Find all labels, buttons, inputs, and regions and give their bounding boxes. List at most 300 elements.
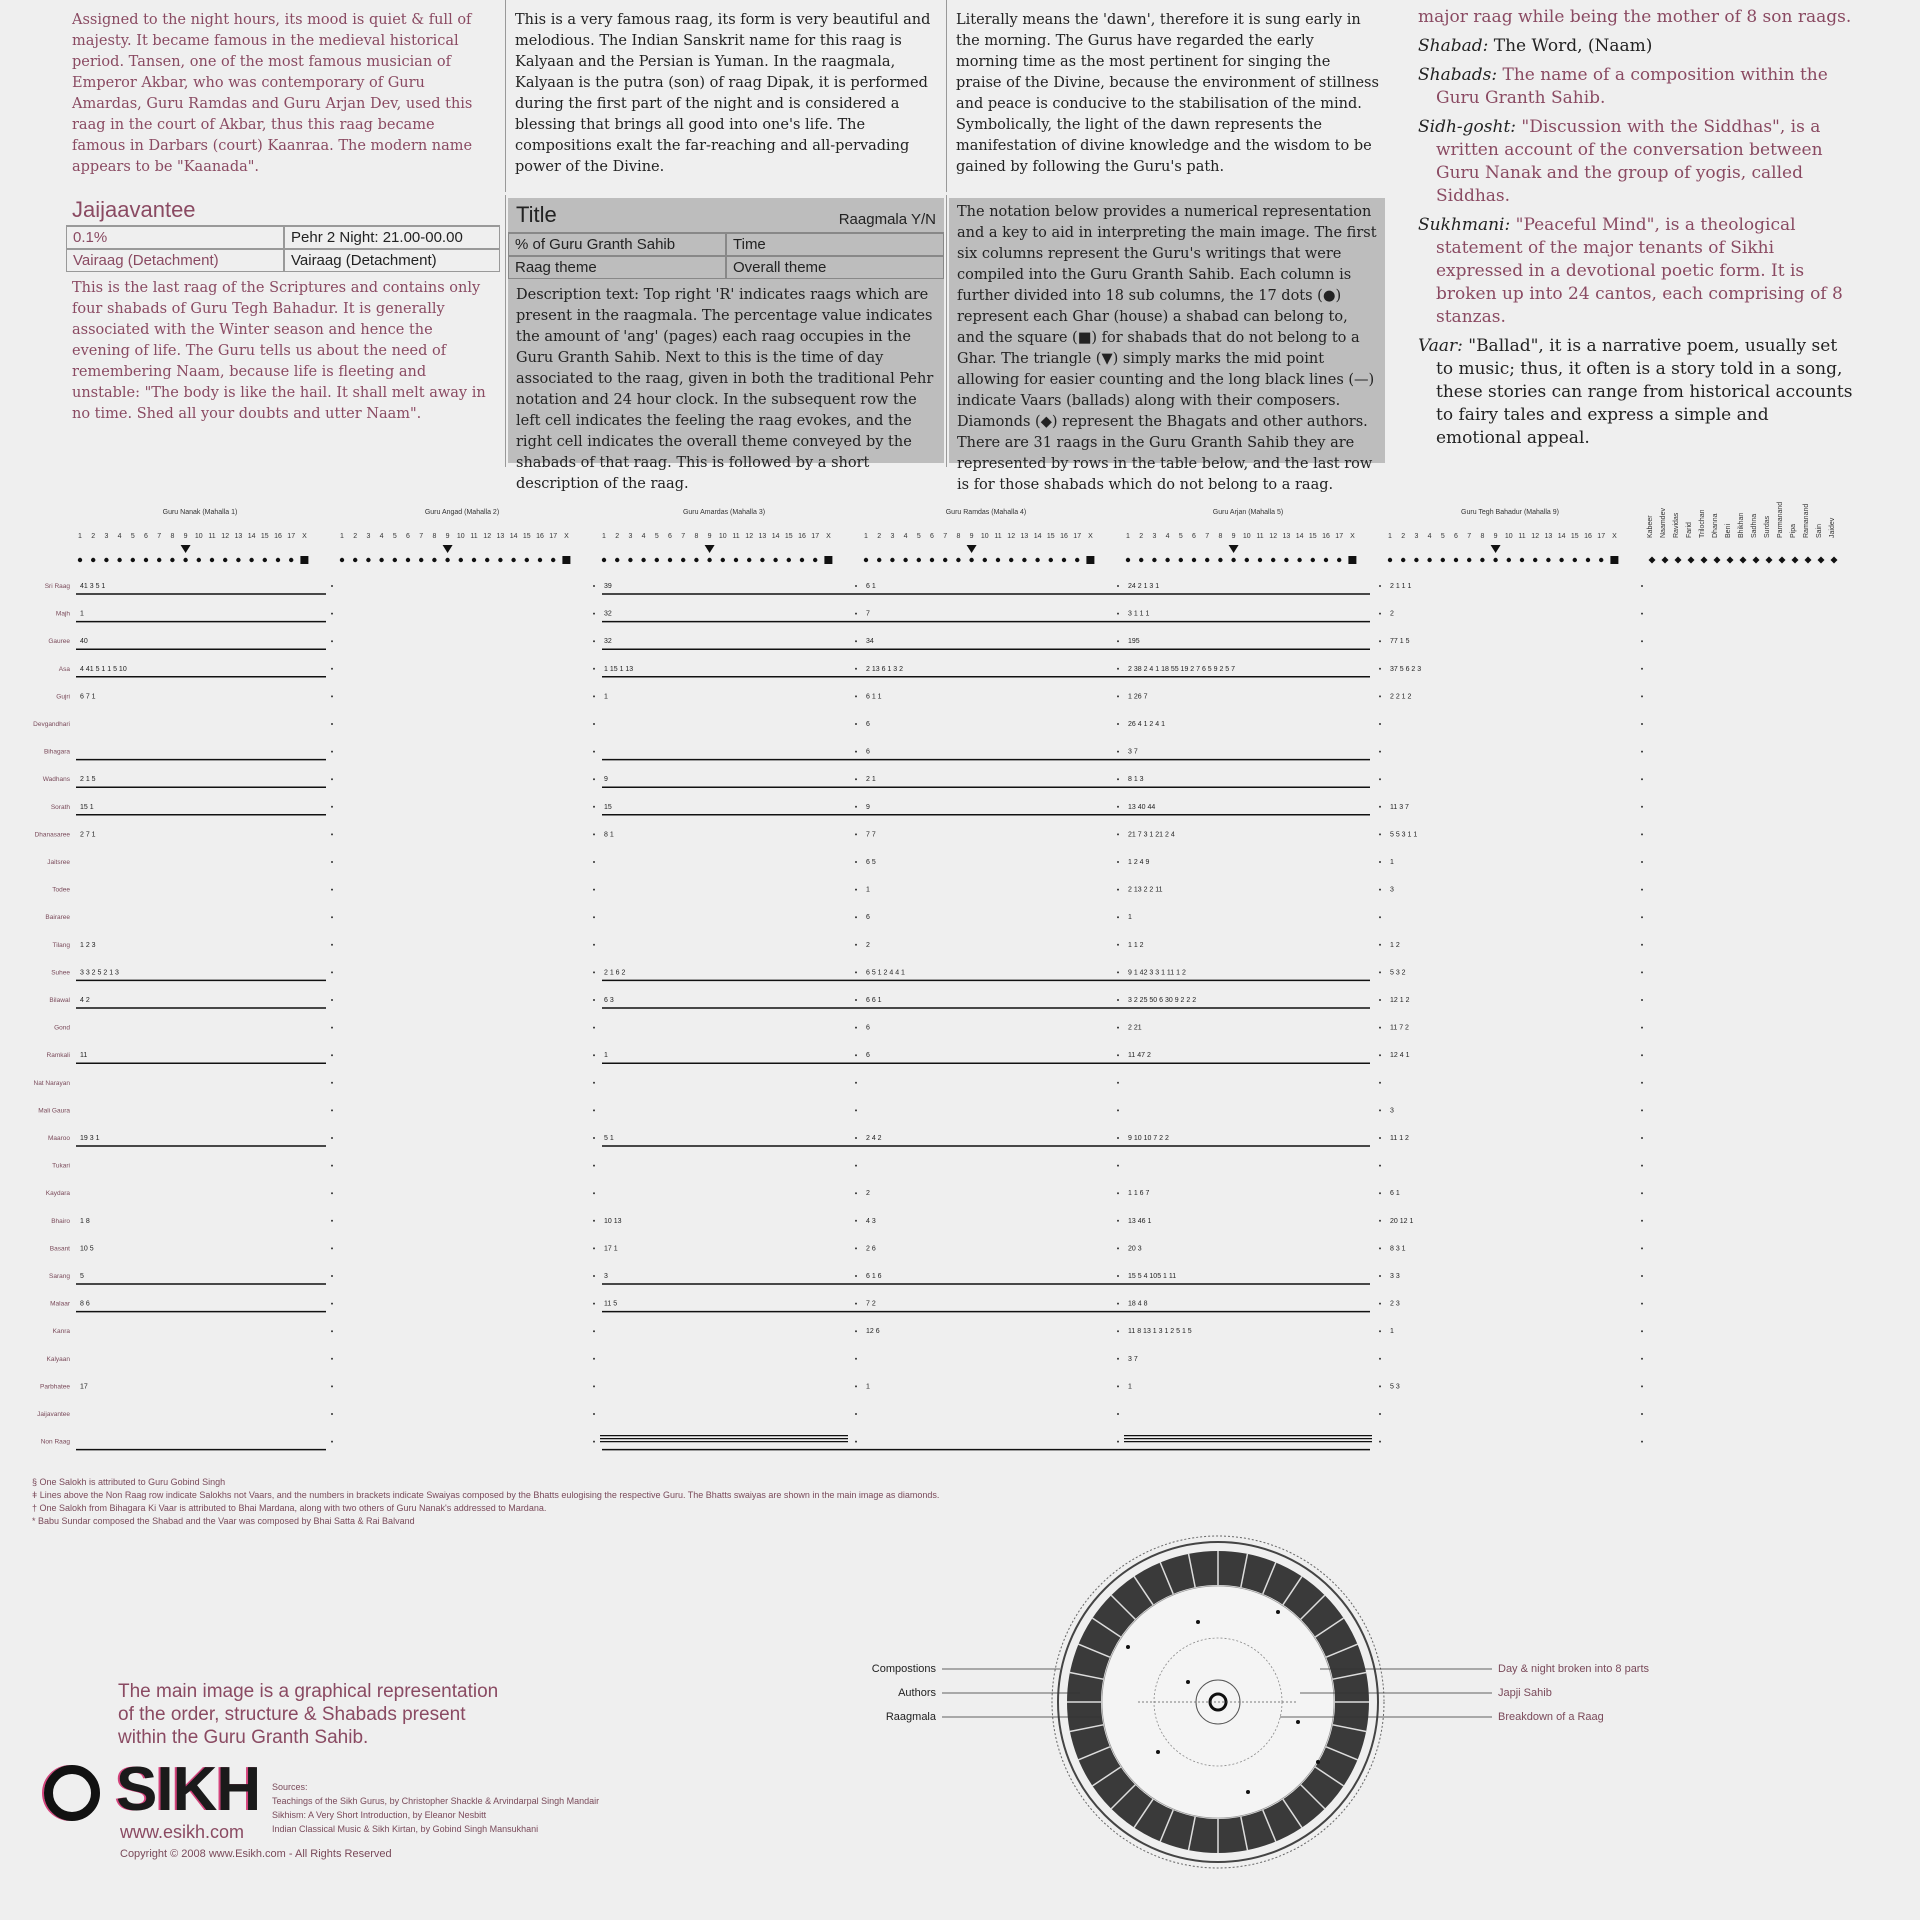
ghar-dot [525, 558, 529, 562]
ghar-dot [197, 558, 201, 562]
cell-values: 2 38 2 4 1 18 55 19 2 7 6 5 9 2 5 7 [1128, 665, 1236, 673]
separator-dot [331, 1027, 333, 1029]
ghar-dot [1179, 558, 1183, 562]
ghar-dot [538, 558, 542, 562]
raag-matrix [0, 490, 1920, 1490]
cell-values: 2 1 5 [80, 776, 96, 784]
separator-dot [1641, 751, 1643, 753]
cell-values: 3 [604, 1273, 608, 1280]
separator-dot [331, 861, 333, 863]
separator-dot [1641, 1165, 1643, 1167]
prabhati-text: Literally means the 'dawn', therefore it is sung early in the morning. The Gurus have regarded the early morning time as the most pertinent for singing the praise of the Divine, because the environment of stillness and peace is conducive to the stabilisation of the mind. Symbolically, the light of the dawn represents the manifestation of divine knowledge and the wisdom to be gained by following the Guru's path. [956, 12, 1379, 175]
separator-dot [1379, 833, 1381, 835]
raag-label: Gauree [48, 638, 70, 646]
ghar-dot [131, 558, 135, 562]
separator-dot [855, 1441, 857, 1443]
cell-values: 9 [866, 803, 870, 811]
cell-values: 13 40 44 [1128, 803, 1156, 811]
cell-values: 9 1 42 3 3 1 11 1 2 [1128, 969, 1186, 977]
feeling-cell: Vairaag (Detachment) [66, 249, 284, 272]
ghar-dot [956, 558, 960, 562]
key-raagmala: Raagmala Y/N [838, 211, 936, 228]
subcol-label: 7 [681, 533, 686, 540]
separator-dot [593, 1027, 595, 1029]
ghar-dot [800, 558, 804, 562]
ghar-dot [1165, 558, 1169, 562]
cell-values: 19 3 1 [80, 1135, 100, 1142]
midpoint-triangle [967, 545, 977, 553]
cell-values: 17 1 [604, 1245, 618, 1253]
separator-dot [855, 695, 857, 697]
separator-dot [1117, 1109, 1119, 1111]
separator-dot [1117, 751, 1119, 753]
kanra-text: Assigned to the night hours, its mood is quiet & full of majesty. It became famous in the medieval historical period. Tansen, one of the most famous musician of Emperor Akbar, who was contemporary of Guru Amardas, Guru Ramdas and Guru Arjan Dev, used this raag in the court of Akbar, thus this raag became famous in Darbars (court) Kaanraa. The modern name appears to be "Kaanada". [72, 12, 473, 175]
cell-values: 2 1 1 1 [1390, 583, 1412, 590]
source-1: Teachings of the Sikh Gurus, by Christopher Shackle & Arvindarpal Singh Mandair [272, 1796, 600, 1806]
subcol-label: 10 [718, 533, 727, 540]
ghar-dot [1414, 558, 1418, 562]
glossary-entry [1418, 64, 1858, 110]
no-ghar-square [562, 556, 570, 564]
cell-values: 5 3 2 [1390, 969, 1406, 977]
ghar-dot [1245, 558, 1249, 562]
separator-dot [855, 1330, 857, 1332]
separator-dot [593, 585, 595, 587]
cell-values: 21 7 3 1 21 2 4 [1128, 831, 1175, 839]
cell-values: 8 6 [80, 1300, 90, 1308]
ghar-dot [602, 558, 606, 562]
separator-dot [1379, 1275, 1381, 1277]
ghar-dot [340, 558, 344, 562]
cell-values: 11 7 2 [1390, 1024, 1409, 1032]
footnote: ǂ Lines above the Non Raag row indicate Salokhs not Vaars, and the numbers in brackets indicate Swaiyas composed by the Bhatts eulogising the respective Guru. The Bhatts swaiyas are shown in the main image as diamonds. [32, 1490, 940, 1500]
separator-dot [1117, 999, 1119, 1001]
separator-dot [1641, 806, 1643, 808]
separator-dot [593, 1137, 595, 1139]
bhagat-label: Sadhna [1751, 513, 1758, 538]
ghar-dot [1520, 558, 1524, 562]
separator-dot [1379, 1247, 1381, 1249]
subcol-label: 17 [811, 533, 820, 540]
raag-label: Sri Raag [44, 583, 70, 590]
separator-dot [1117, 833, 1119, 835]
subcol-label: 7 [157, 533, 162, 540]
glossary-term: Shabad: [1418, 36, 1494, 56]
glossary-term: Vaar: [1418, 336, 1469, 356]
separator-dot [1379, 1413, 1381, 1415]
cell-values: 41 3 5 1 [80, 583, 106, 590]
separator-dot [593, 916, 595, 918]
key-percent: % of Guru Granth Sahib [508, 233, 726, 256]
ghar-dot [996, 558, 1000, 562]
raag-label: Bihagara [43, 748, 70, 756]
separator-dot [1641, 971, 1643, 973]
cell-values: 2 3 [1390, 1300, 1400, 1308]
separator-dot [1117, 1358, 1119, 1360]
cell-values: 11 [80, 1052, 88, 1060]
cell-values: 1 [604, 1052, 608, 1060]
subcol-label: 13 [1020, 533, 1029, 540]
separator-dot [1117, 1027, 1119, 1029]
separator-dot [1641, 889, 1643, 891]
cell-values: 6 3 [604, 997, 614, 1004]
raag-label: Gond [54, 1024, 70, 1032]
cell-values: 6 1 1 [866, 693, 882, 701]
legend-label-right: Japji Sahib [1498, 1687, 1552, 1699]
ghar-dot [1271, 558, 1275, 562]
subcol-label: 17 [287, 533, 296, 540]
separator-dot [593, 613, 595, 615]
separator-dot [1379, 1027, 1381, 1029]
cell-values: 1 2 [1390, 941, 1400, 949]
bhagat-diamond [1662, 557, 1669, 564]
separator-dot [1117, 1413, 1119, 1415]
separator-dot [331, 971, 333, 973]
cell-values: 20 3 [1128, 1245, 1142, 1253]
separator-dot [593, 1082, 595, 1084]
raag-label: Kaydara [45, 1190, 70, 1198]
separator-dot [331, 1330, 333, 1332]
subcol-label: 4 [1165, 533, 1170, 540]
subcol-label: 15 [1308, 533, 1317, 540]
cell-values: 1 [866, 1383, 870, 1391]
cell-values: 17 [80, 1383, 88, 1391]
subcol-label: 16 [798, 533, 806, 540]
guru-header: Guru Nanak (Mahalla 1) [162, 509, 238, 516]
ghar-dot [694, 558, 698, 562]
separator-dot [1641, 833, 1643, 835]
ghar-dot [289, 558, 293, 562]
bhagat-label: Trilochan [1699, 509, 1706, 538]
source-3: Indian Classical Music & Sikh Kirtan, by Gobind Singh Mansukhani [272, 1824, 539, 1834]
no-ghar-square [1086, 556, 1094, 564]
cell-values: 1 26 7 [1128, 693, 1148, 701]
divider [946, 195, 947, 467]
separator-dot [1641, 861, 1643, 863]
cell-values: 32 [604, 638, 612, 646]
cell-values: 1 [1128, 914, 1132, 922]
subcol-label: 14 [1295, 533, 1304, 540]
ghar-dot [1192, 558, 1196, 562]
glossary-term: Shabads: [1418, 65, 1503, 85]
ghar-dot [1324, 558, 1328, 562]
cell-values: 10 5 [80, 1245, 94, 1253]
glossary [1418, 6, 1858, 456]
divider [505, 0, 506, 192]
ghar-dot [393, 558, 397, 562]
guru-header: Guru Arjan (Mahalla 5) [1212, 509, 1284, 516]
separator-dot [1379, 1303, 1381, 1305]
raag-label: Devgandhari [33, 721, 70, 728]
shabad-dot [1156, 1750, 1160, 1754]
ghar-dot [511, 558, 515, 562]
separator-dot [1117, 806, 1119, 808]
subcol-label: 17 [1335, 533, 1344, 540]
raag-label: Sorath [50, 803, 70, 811]
cell-values: 6 1 [1390, 1190, 1400, 1198]
bhagat-diamond [1675, 557, 1682, 564]
ghar-dot [1337, 558, 1341, 562]
separator-dot [1379, 778, 1381, 780]
percent-cell: 0.1% [66, 226, 284, 249]
separator-dot [593, 1385, 595, 1387]
raag-label: Bairaree [45, 914, 70, 922]
separator-dot [1641, 1413, 1643, 1415]
raag-label: Nat Narayan [33, 1079, 70, 1087]
sources-label: Sources: [272, 1782, 308, 1792]
separator-dot [593, 861, 595, 863]
separator-dot [1641, 778, 1643, 780]
subcol-label: 4 [641, 533, 646, 540]
ghar-dot [210, 558, 214, 562]
separator-dot [1641, 1441, 1643, 1443]
key-time: Time [726, 233, 944, 256]
cell-values: 40 [80, 638, 88, 646]
guru-header: Guru Angad (Mahalla 2) [424, 509, 500, 516]
separator-dot [331, 640, 333, 642]
glossary-def: The Word, (Naam) [1493, 36, 1653, 56]
separator-dot [1641, 1303, 1643, 1305]
separator-dot [1379, 751, 1381, 753]
separator-dot [1379, 806, 1381, 808]
website-link[interactable]: www.esikh.com [120, 1822, 245, 1842]
ghar-dot [655, 558, 659, 562]
subcol-label: 14 [1033, 533, 1042, 540]
separator-dot [1379, 861, 1381, 863]
raag-label: Jaitsree [47, 859, 70, 866]
ghar-dot [1049, 558, 1053, 562]
cell-values: 9 10 10 7 2 2 [1128, 1135, 1169, 1142]
ghar-dot [1388, 558, 1392, 562]
subcol-label: 13 [758, 533, 767, 540]
glossary-entry [1418, 214, 1858, 329]
separator-dot [1641, 1109, 1643, 1111]
ghar-dot [1205, 558, 1209, 562]
guru-header: Guru Tegh Bahadur (Mahalla 9) [1461, 509, 1559, 516]
separator-dot [331, 1220, 333, 1222]
raag-label: Parbhatee [40, 1383, 70, 1391]
separator-dot [855, 1137, 857, 1139]
guru-header: Guru Ramdas (Mahalla 4) [945, 509, 1027, 516]
cell-values: 2 21 [1128, 1024, 1142, 1032]
footnote: § One Salokh is attributed to Guru Gobind Singh [32, 1477, 226, 1487]
cell-values: 9 [604, 776, 608, 784]
subcol-label: 10 [1504, 533, 1513, 540]
subcol-label: 13 [1544, 533, 1553, 540]
cell-values: 2 13 2 2 11 [1128, 886, 1163, 894]
cell-values: 12 4 1 [1390, 1052, 1410, 1060]
no-ghar-square [1610, 556, 1618, 564]
ghar-dot [930, 558, 934, 562]
separator-dot [331, 695, 333, 697]
ghar-dot [1546, 558, 1550, 562]
cell-values: 6 [866, 914, 870, 922]
glossary-entry [1418, 35, 1858, 58]
separator-dot [1117, 1054, 1119, 1056]
cell-values: 7 2 [866, 1300, 876, 1308]
subcol-label: 1 [340, 533, 344, 540]
separator-dot [1641, 916, 1643, 918]
legend-label-left: Compostions [871, 1663, 936, 1675]
subcol-label: 8 [1218, 533, 1223, 540]
separator-dot [1117, 668, 1119, 670]
bhagat-diamond [1792, 557, 1799, 564]
ghar-dot [734, 558, 738, 562]
bhagat-diamond [1831, 557, 1838, 564]
separator-dot [331, 999, 333, 1001]
separator-dot [1117, 723, 1119, 725]
cell-values: 2 [866, 941, 870, 949]
raag-label: Kanra [52, 1328, 70, 1336]
notation-text: The notation below provides a numerical representation and a key to aid in interpreting the main image. The first six columns represent the Guru's writings that were compiled into the Guru Granth Sahib. Each column is further divided into 18 sub columns, the 17 dots (●) represent each Ghar (house) a shabad can belong to, and the square (■) for shabads that do not belong to a Ghar. The triangle (▼) simply marks the mid point allowing for easier counting and the long black lines (—) indicate Vaars (ballads) along with their composers. Diamonds (◆) represent the Bhagats and other authors. There are 31 raags in the Guru Granth Sahib they are represented by rows in the table below, and the last row is for those shabads which do not belong to a raag. [957, 204, 1377, 493]
separator-dot [331, 613, 333, 615]
subcol-label: 15 [522, 533, 531, 540]
separator-dot [593, 778, 595, 780]
subcol-label: 5 [130, 533, 135, 540]
ghar-dot [1075, 558, 1079, 562]
ghar-dot [432, 558, 436, 562]
cell-values: 7 [866, 610, 870, 618]
cell-values: 15 [604, 803, 612, 811]
separator-dot [593, 1192, 595, 1194]
subcol-label: 3 [628, 533, 633, 540]
raag-label: Majh [55, 610, 70, 618]
separator-dot [593, 1330, 595, 1332]
separator-dot [1379, 1109, 1381, 1111]
ghar-dot [551, 558, 555, 562]
separator-dot [1117, 1082, 1119, 1084]
bhagat-label: Ravidas [1673, 512, 1680, 538]
cell-values: 7 7 [866, 831, 876, 839]
separator-dot [855, 806, 857, 808]
separator-dot [1379, 944, 1381, 946]
subcol-label: 7 [943, 533, 948, 540]
cell-values: 77 1 5 [1390, 638, 1410, 646]
glossary-entry [1418, 116, 1858, 208]
ghar-dot [406, 558, 410, 562]
bhagat-label: Bhikhan [1738, 512, 1745, 538]
separator-dot [1641, 1385, 1643, 1387]
glossary-entry [1418, 335, 1858, 450]
cell-values: 32 [604, 610, 612, 618]
ghar-dot [78, 558, 82, 562]
separator-dot [1117, 1220, 1119, 1222]
separator-dot [855, 999, 857, 1001]
separator-dot [1379, 1330, 1381, 1332]
ghar-dot [91, 558, 95, 562]
ghar-dot [117, 558, 121, 562]
glossary-term: Sukhmani: [1418, 215, 1516, 235]
cell-values: 6 [866, 721, 870, 728]
subcol-label: 16 [1322, 533, 1330, 540]
separator-dot [593, 971, 595, 973]
shabad-dot [1246, 1790, 1250, 1794]
separator-dot [855, 1413, 857, 1415]
separator-dot [1379, 1137, 1381, 1139]
separator-dot [1641, 1275, 1643, 1277]
cell-values: 6 [866, 1052, 870, 1060]
logo-text: SIKH [116, 1755, 261, 1824]
subcol-label: 14 [1557, 533, 1566, 540]
subcol-label: 14 [509, 533, 518, 540]
cell-values: 3 2 25 50 6 30 9 2 2 2 [1128, 997, 1197, 1004]
separator-dot [855, 640, 857, 642]
ghar-dot [1427, 558, 1431, 562]
cell-values: 6 1 [866, 583, 876, 590]
subcol-label: 5 [392, 533, 397, 540]
separator-dot [1641, 1027, 1643, 1029]
bhagat-label: Kabeer [1647, 515, 1654, 538]
subcol-label: 17 [1597, 533, 1606, 540]
bhagat-diamond [1753, 557, 1760, 564]
subcol-label: 9 [707, 533, 712, 540]
ghar-dot [747, 558, 751, 562]
separator-dot [1379, 695, 1381, 697]
separator-dot [1641, 999, 1643, 1001]
ghar-dot [1467, 558, 1471, 562]
separator-dot [331, 585, 333, 587]
cell-values: 8 3 1 [1390, 1245, 1406, 1253]
cell-values: 6 5 [866, 859, 876, 866]
subcol-label: 11 [732, 533, 740, 540]
subcol-label: 12 [1531, 533, 1540, 540]
separator-dot [331, 1413, 333, 1415]
subcol-label: 9 [445, 533, 450, 540]
kalyan-text: This is a very famous raag, its form is very beautiful and melodious. The Indian Sanskrit name for this raag is Kalyaan and the Persian is Yuman. In the raagmala, Kalyaan is the putra (son) of raag Dipak, it is performed during the first part of the night and is considered a blessing that brings all good into one's life. The compositions exalt the far-reaching and all-pervading power of the Divine. [515, 12, 931, 175]
key-card [508, 198, 944, 492]
separator-dot [855, 613, 857, 615]
time-cell: Pehr 2 Night: 21.00-00.00 [284, 226, 500, 249]
separator-dot [1379, 1385, 1381, 1387]
ghar-dot [1311, 558, 1315, 562]
subcol-label: 3 [890, 533, 895, 540]
midpoint-triangle [1491, 545, 1501, 553]
separator-dot [1117, 1330, 1119, 1332]
bhagat-diamond [1649, 557, 1656, 564]
cell-values: 12 6 [866, 1328, 880, 1336]
subcol-label: 6 [406, 533, 410, 540]
card-text: This is the last raag of the Scriptures and contains only four shabads of Guru Tegh Bahadur. It is generally associated with the Winter season and hence the evening of life. The Guru tells us about the need of remembering Naam, because life is fleeting and unstable: "The body is like the hail. It shall melt away in no time. Shed all your doubts and utter Naam". [72, 280, 486, 422]
bhagat-diamond [1805, 557, 1812, 564]
subcol-label: X [302, 533, 307, 540]
subcol-label: 1 [1126, 533, 1130, 540]
cell-values: 1 1 6 7 [1128, 1190, 1150, 1198]
separator-dot [855, 916, 857, 918]
cell-values: 1 8 [80, 1217, 90, 1225]
separator-dot [331, 806, 333, 808]
subcol-label: 8 [694, 533, 699, 540]
separator-dot [1379, 1192, 1381, 1194]
separator-dot [1379, 613, 1381, 615]
separator-dot [1117, 1275, 1119, 1277]
cell-values: 3 1 1 1 [1128, 610, 1150, 618]
cell-values: 1 [1390, 859, 1394, 866]
separator-dot [331, 1054, 333, 1056]
cell-values: 6 6 1 [866, 997, 882, 1004]
raag-label: Bhairo [51, 1217, 70, 1225]
subcol-label: 11 [208, 533, 216, 540]
card-title: Jaijaavantee [66, 195, 500, 226]
separator-dot [855, 1275, 857, 1277]
bhagat-label: Farid [1686, 522, 1693, 538]
separator-dot [1379, 585, 1381, 587]
separator-dot [1641, 1082, 1643, 1084]
separator-dot [331, 751, 333, 753]
separator-dot [1641, 1247, 1643, 1249]
cell-values: 11 1 2 [1390, 1135, 1409, 1142]
cell-values: 1 2 4 9 [1128, 859, 1150, 866]
separator-dot [593, 668, 595, 670]
